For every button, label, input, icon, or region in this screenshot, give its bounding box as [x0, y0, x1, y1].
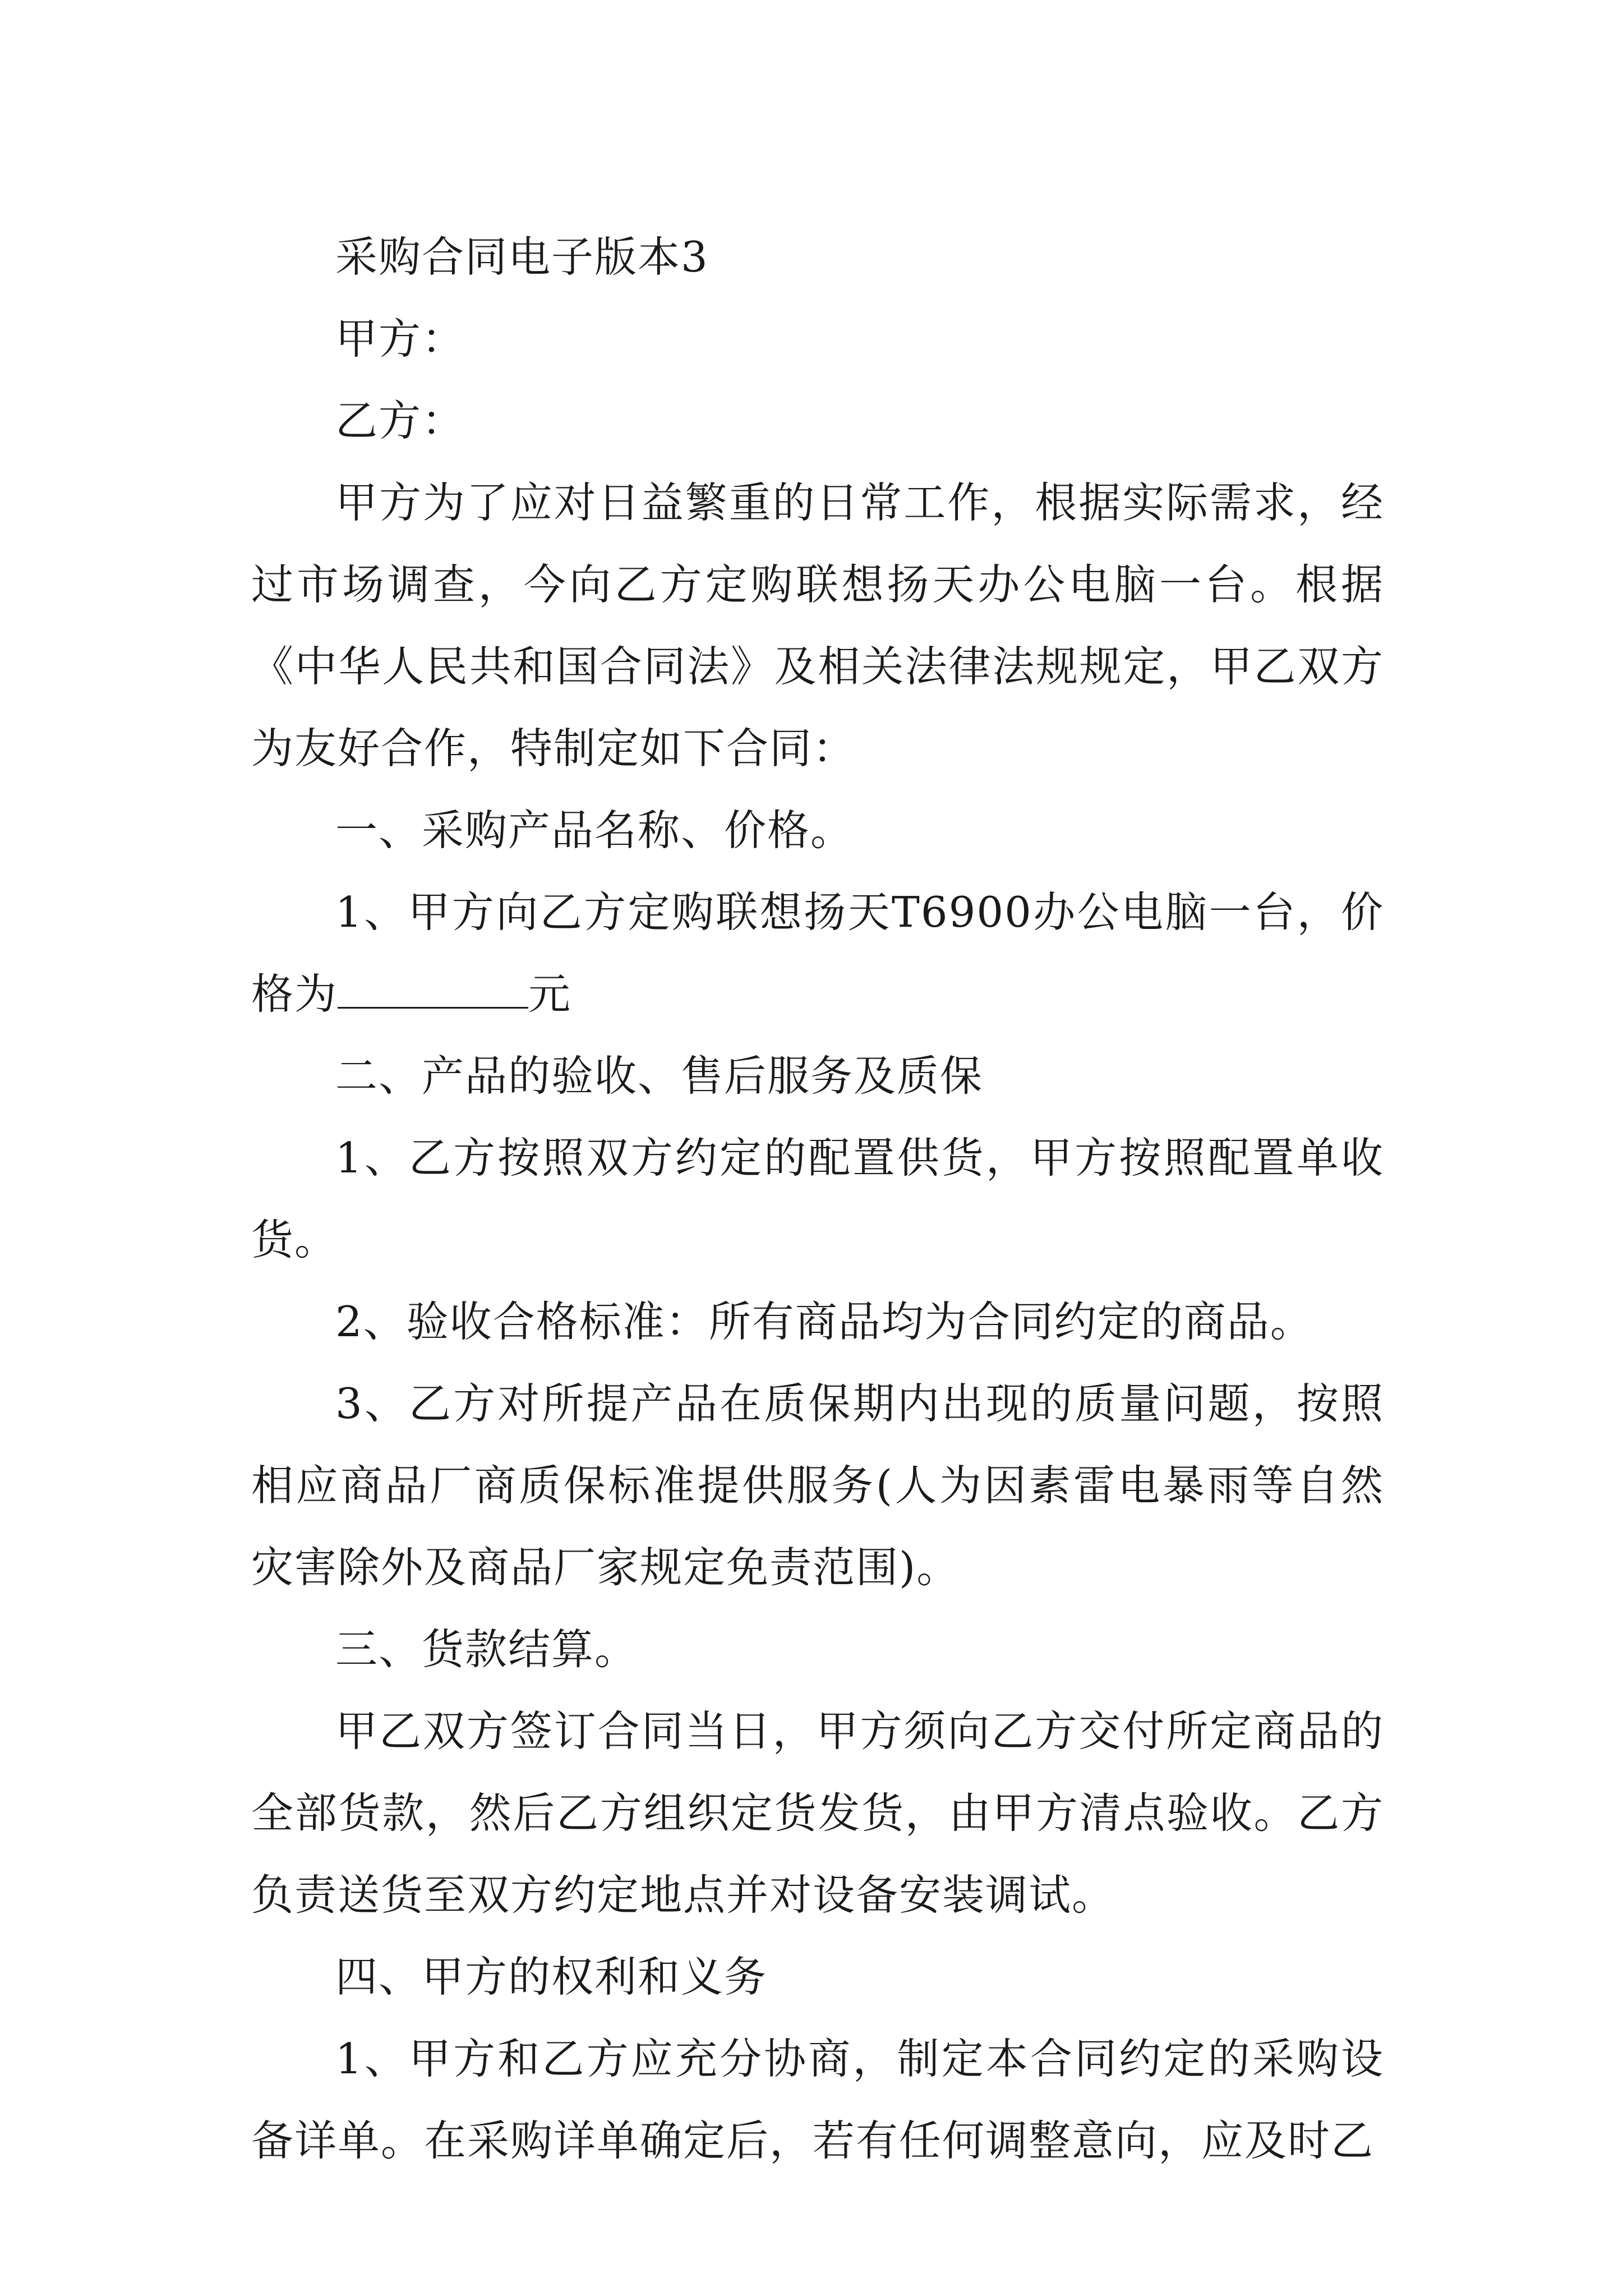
intro-paragraph: 甲方为了应对日益繁重的日常工作，根据实际需求，经过市场调查，今向乙方定购联想扬天办公电脑一台。根据《中华人民共和国合同法》及相关法律法规规定，甲乙双方为友好合作，特制定如下合同： — [251, 478, 1384, 773]
section-2-heading: 二、产品的验收、售后服务及质保 — [335, 1051, 984, 1101]
section-2-item-1: 1、乙方按照双方约定的配置供货，甲方按照配置单收货。 — [251, 1133, 1384, 1264]
section-3-heading: 三、货款结算。 — [335, 1625, 638, 1674]
section-4-heading: 四、甲方的权利和义务 — [335, 1952, 768, 2001]
price-unit: 元 — [528, 969, 572, 1019]
party-b-label: 乙方： — [335, 396, 465, 445]
document-body — [251, 216, 1384, 2182]
section-2-item-2: 2、验收合格标准：所有商品均为合同约定的商品。 — [335, 1297, 1313, 1346]
party-a-label: 甲方： — [335, 314, 465, 364]
section-1-heading: 一、采购产品名称、价格。 — [335, 806, 854, 855]
section-3-body: 甲乙双方签订合同当日，甲方须向乙方交付所定商品的全部货款，然后乙方组织定货发货，由甲方清点验收。乙方负责送货至双方约定地点并对设备安装调试。 — [251, 1706, 1384, 1920]
price-blank-line — [338, 973, 528, 1009]
document-title: 采购合同电子版本3 — [335, 232, 709, 282]
section-2-item-3: 3、乙方对所提产品在质保期内出现的质量问题，按照相应商品厂商质保标准提供服务(人为因素雷电暴雨等自然灾害除外及商品厂家规定免责范围)。 — [251, 1379, 1384, 1592]
section-4-item-1: 1、甲方和乙方应充分协商，制定本合同约定的采购设备详单。在采购详单确定后，若有任何调整意向，应及时乙 — [251, 2034, 1384, 2165]
section-1-item-1 — [251, 871, 1384, 1035]
section-1-item-1-text: 1、甲方向乙方定购联想扬天T6900办公电脑一台，价格为 — [251, 887, 1384, 1019]
